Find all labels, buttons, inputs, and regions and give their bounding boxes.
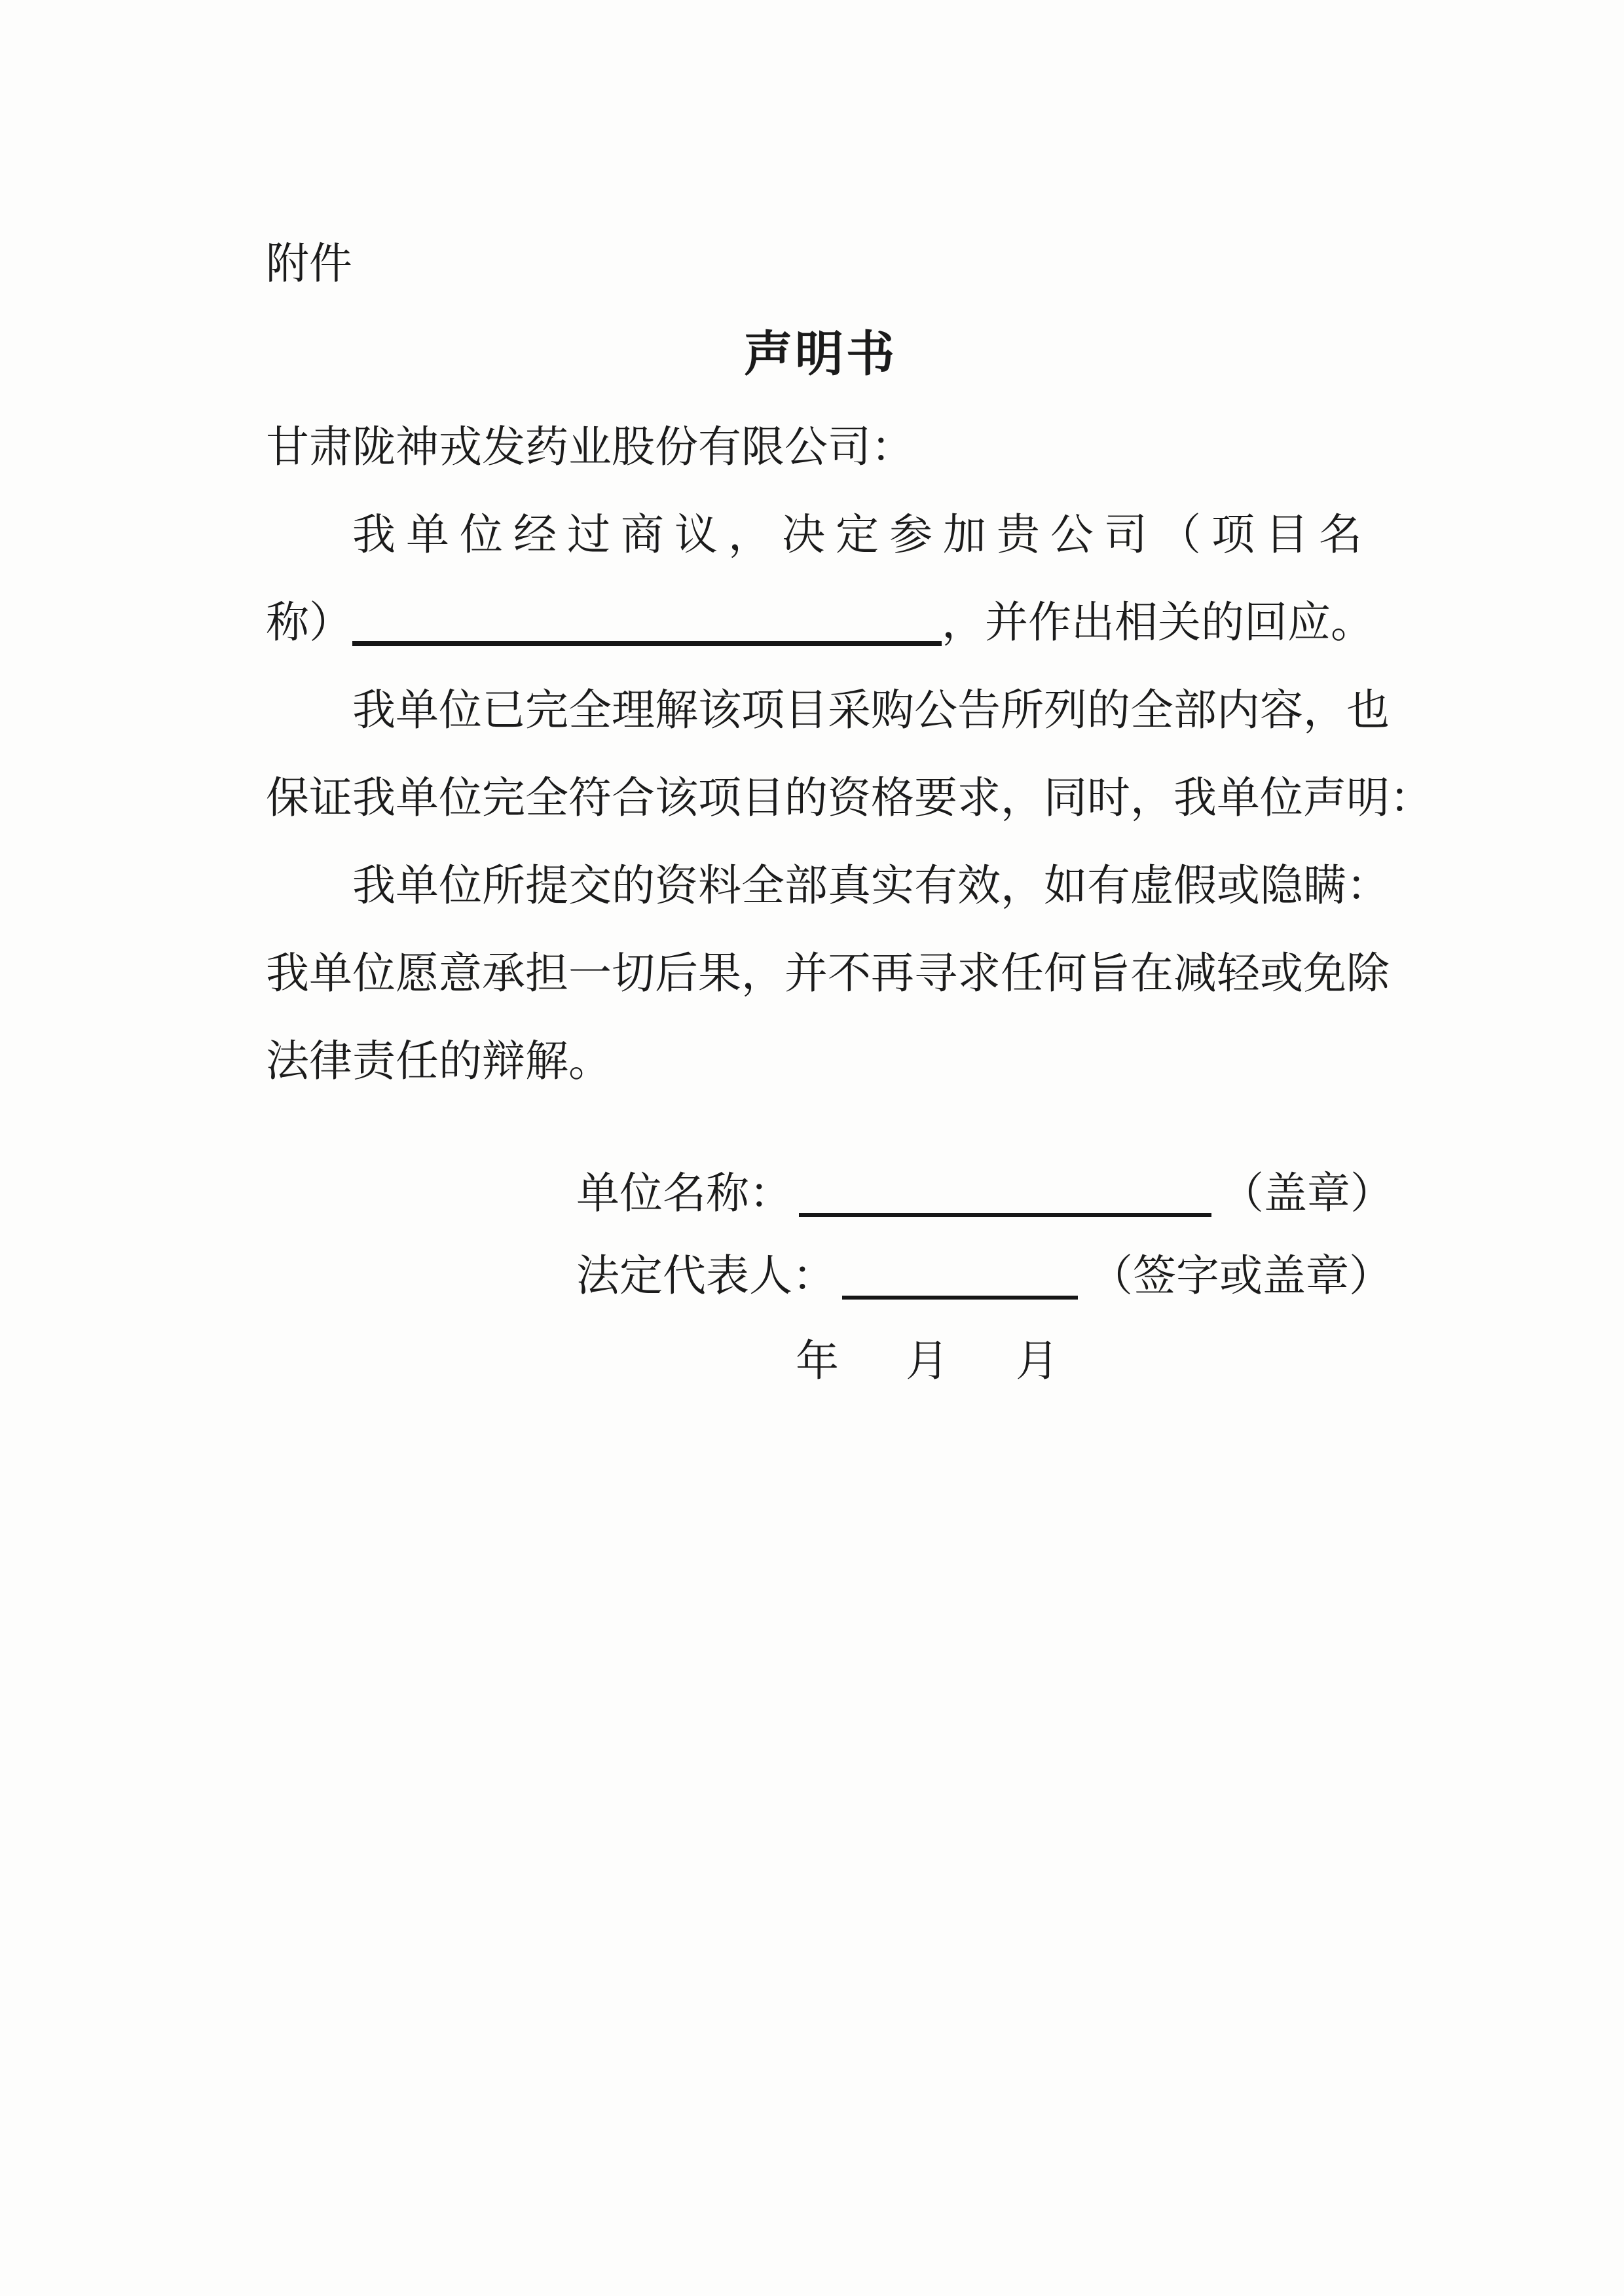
paragraph-3-line-2: 我单位愿意承担一切后果，并不再寻求任何旨在减轻或免除: [266, 950, 1390, 998]
paragraph-3-line-1: 我单位所提交的资料全部真实有效，如有虚假或隐瞒：: [352, 862, 1390, 910]
paragraph-1-line-1: 我单位经过商议，决定参加贵公司（项目名: [352, 511, 1373, 559]
legal-rep-blank-underline: [842, 1252, 1078, 1300]
paragraph-2-line-1: 我单位已完全理解该项目采购公告所列的全部内容，也: [352, 687, 1390, 735]
paragraph-1-line-2-prefix: 称）: [266, 599, 352, 647]
document-title: 声明书: [744, 328, 897, 382]
legal-rep-label: 法定代表人：: [576, 1252, 836, 1300]
date-line: 年 月 月: [796, 1338, 1071, 1385]
legal-rep-line: [266, 1235, 1392, 1318]
sign-or-seal-note: （签字或盖章）: [1090, 1252, 1392, 1300]
paragraph-3-line-3: 法律责任的辩解。: [266, 1038, 612, 1085]
salutation: 甘肃陇神戎发药业股份有限公司：: [266, 424, 914, 471]
seal-note: （盖章）: [1221, 1170, 1393, 1218]
paragraph-1-line-2-suffix: ，并作出相关的回应。: [942, 599, 1374, 647]
project-name-blank-underline: [352, 598, 942, 646]
paragraph-2-line-2: 保证我单位完全符合该项目的资格要求，同时，我单位声明：: [266, 774, 1433, 822]
unit-name-blank-underline: [799, 1170, 1211, 1217]
unit-name-label: 单位名称：: [576, 1170, 792, 1218]
attachment-label: 附件: [266, 240, 352, 288]
paragraph-1-line-2: [266, 579, 1375, 667]
unit-name-line: [266, 1153, 1393, 1235]
